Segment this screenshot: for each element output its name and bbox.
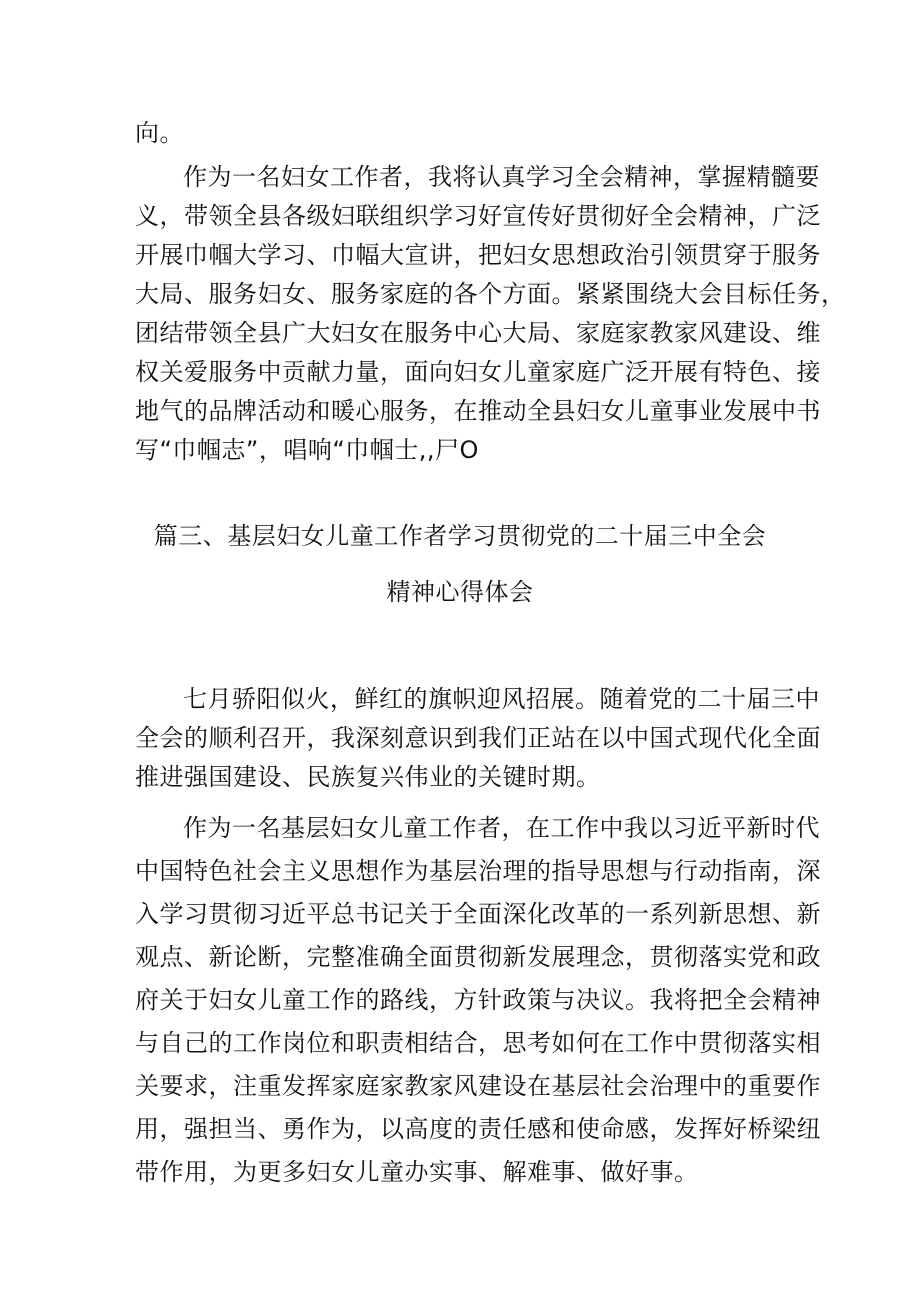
text-line: 全会的顺利召开，我深刻意识到我们正站在以中国式现代化全面: [135, 724, 821, 752]
section-title-line-1: 篇三、基层妇女儿童工作者学习贯彻党的二十届三中全会: [153, 522, 767, 550]
text-line: 关要求，注重发挥家庭家教家风建设在基层社会治理中的重要作: [135, 1072, 821, 1100]
text-line: 写“巾帼志”，唱响“巾帼士,,尸O: [135, 436, 479, 464]
text-line: 权关爱服务中贡献力量，面向妇女儿童家庭广泛开展有特色、接: [135, 358, 821, 386]
text-line-fragment: 向。: [135, 119, 184, 147]
text-line: 义，带领全县各级妇联组织学习好宣传好贯彻好全会精神，广泛: [135, 202, 821, 230]
text-line: 大局、服务妇女、服务家庭的各个方面。紧紧围绕大会目标任务，: [135, 280, 846, 308]
text-line: 观点、新论断，完整准确全面贯彻新发展理念，贯彻落实党和政: [135, 943, 821, 971]
text-line: 用，强担当、勇作为，以高度的责任感和使命感，发挥好桥梁纽: [135, 1115, 821, 1143]
text-line: 团结带领全县广大妇女在服务中心大局、家庭家教家风建设、维: [135, 319, 821, 347]
text-line: 开展巾帼大学习、巾幅大宣讲，把妇女思想政治引领贯穿于服务: [135, 241, 821, 269]
section-title-line-2: 精神心得体会: [386, 578, 534, 606]
text-line: 带作用，为更多妇女儿童办实事、解难事、做好事。: [135, 1158, 699, 1186]
text-line: 推进强国建设、民族复兴伟业的关键时期。: [135, 763, 601, 791]
text-line: 府关于妇女儿童工作的路线，方针政策与决议。我将把全会精神: [135, 986, 821, 1014]
text-line: 作为一名妇女工作者，我将认真学习全会精神，掌握精髓要: [183, 163, 820, 191]
text-line: 与自己的工作岗位和职责相结合，思考如何在工作中贯彻落实相: [135, 1029, 821, 1057]
text-line: 中国特色社会主义思想作为基层治理的指导思想与行动指南，深: [135, 857, 821, 885]
text-line: 作为一名基层妇女儿童工作者，在工作中我以习近平新时代: [183, 814, 820, 842]
text-line: 七月骄阳似火，鲜红的旗帜迎风招展。随着党的二十届三中: [183, 685, 820, 713]
text-line: 入学习贯彻习近平总书记关于全面深化改革的一系列新思想、新: [135, 900, 821, 928]
text-line: 地气的品牌活动和暖心服务，在推动全县妇女儿童事业发展中书: [135, 397, 821, 425]
